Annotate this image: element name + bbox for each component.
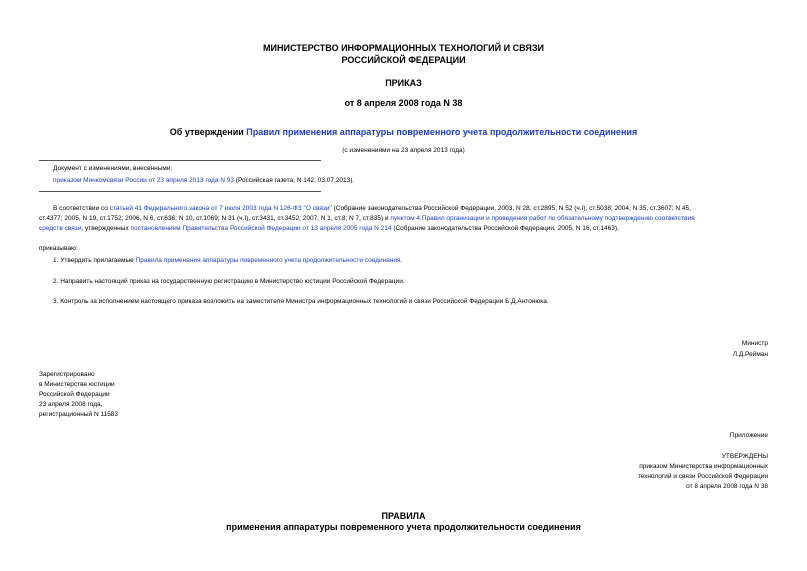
- preamble: [39, 204, 769, 234]
- preamble-line-3: [39, 224, 769, 234]
- preamble-text: , утвержденных: [81, 225, 131, 232]
- registration-line-1: Зарегистрировано: [39, 371, 95, 378]
- amending-order-link[interactable]: приказом Минкомсвязи России от 23 апреля 2013 года N 93: [53, 177, 234, 184]
- title-rules-link[interactable]: Правил применения аппаратуры повременного учета продолжительности соединения: [246, 127, 638, 137]
- preamble-text: В соответствии со: [53, 205, 110, 212]
- preamble-text: (Собрание законодательства Российской Федерации, 2003, N 28, ст.2895; N 52 (ч.I), ст.5038; 2004, N 35, ст.3607; N 45,: [331, 205, 691, 212]
- item-1-suffix: .: [400, 257, 403, 264]
- preamble-text: (Собрание законодательства Российской Федерации, 2005, N 16, ст.1463),: [391, 225, 619, 232]
- amendments-note: (с изменениями на 23 апреля 2013 года): [342, 147, 465, 154]
- signature-position: Министр: [741, 340, 768, 347]
- order-item-1: [53, 257, 402, 264]
- amending-order-source: (Российская газета, N 142, 03.07.2013).: [234, 177, 355, 184]
- rules-link[interactable]: Правила применения аппаратуры повременного учета продолжительности соединения: [135, 257, 401, 264]
- registration-line-3: Российской Федерации: [39, 391, 110, 398]
- item-1-text: 1. Утвердить прилагаемые: [53, 257, 136, 264]
- appendix-label: Приложение: [729, 432, 768, 439]
- divider-top: [39, 160, 321, 161]
- approval-line-1: приказом Министерства информационных: [639, 463, 768, 470]
- approval-line-2: технологий и связи Российской Федерации: [637, 473, 768, 480]
- registration-line-4: 23 апреля 2008 года,: [39, 401, 103, 408]
- document-date: от 8 апреля 2008 года N 38: [344, 98, 463, 108]
- rules-clause-link-cont[interactable]: средств связи: [39, 225, 82, 232]
- signature-name: Л.Д.Рейман: [732, 351, 768, 358]
- law-article-link[interactable]: статьей 41 Федерального закона от 7 июля 2003 года N 126-ФЗ "О связи": [109, 205, 332, 212]
- changes-entry: [53, 177, 354, 184]
- government-decree-link[interactable]: постановлением Правительства Российской Федерации от 13 апреля 2005 года N 214: [130, 225, 392, 232]
- ministry-name-line1: МИНИСТЕРСТВО ИНФОРМАЦИОННЫХ ТЕХНОЛОГИЙ И СВЯЗИ: [263, 43, 544, 53]
- preamble-text: ст.4377; 2005, N 19, ст.1752; 2006, N 6, ст.636; N 10, ст.1069; N 31 (ч.I), ст.3431, ст.3452; 2007, N 1, ст.8; N 7, ст.835) и: [39, 215, 391, 222]
- rules-subtitle: применения аппаратуры повременного учета продолжительности соединения: [226, 522, 581, 532]
- rules-clause-link[interactable]: пунктом 4 Правил организации и проведения работ по обязательному подтверждению соответствия: [390, 215, 695, 222]
- title-prefix: Об утверждении: [169, 127, 247, 137]
- approved-label: УТВЕРЖДЕНЫ: [721, 453, 768, 460]
- approval-line-3: от 8 апреля 2008 года N 38: [686, 483, 768, 490]
- changes-label: Документ с изменениями, внесенными:: [53, 165, 173, 172]
- ministry-name-line2: РОССИЙСКОЙ ФЕДЕРАЦИИ: [341, 55, 466, 65]
- divider-bottom: [39, 191, 321, 192]
- order-item-3: 3. Контроль за исполнением настоящего приказа возложить на заместителя Министра информационных технологий и связи Российской Федерации Б.Д.Антонюка.: [53, 298, 549, 305]
- registration-line-2: в Министерстве юстиции: [39, 381, 115, 388]
- orders-label: приказываю:: [39, 245, 78, 252]
- document-type: ПРИКАЗ: [385, 78, 422, 88]
- document-title: [0, 127, 807, 137]
- rules-title: ПРАВИЛА: [381, 511, 426, 521]
- order-item-2: 2. Направить настоящий приказ на государственную регистрацию в Министерство юстиции Российской Федерации.: [53, 278, 405, 285]
- preamble-line-1: [39, 204, 769, 214]
- registration-line-5: регистрационный N 11583: [39, 411, 119, 418]
- preamble-line-2: [39, 214, 769, 224]
